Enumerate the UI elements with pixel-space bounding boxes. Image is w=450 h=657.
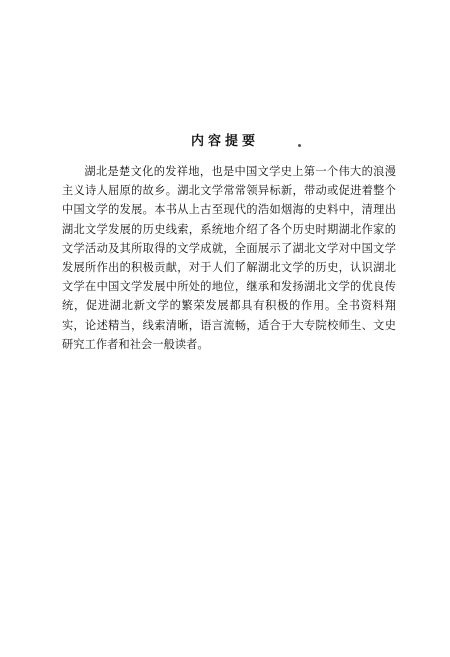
summary-paragraph: 湖北是楚文化的发祥地，也是中国文学史上第一个伟大的浪漫主义诗人屈原的故乡。湖北文学常常领异标新，带动或促进着整个中国文学的发展。本书从上古至现代的浩如烟海的史料中，清理出湖北文学发展的历史线索，系统地介绍了各个历史时期湖北作家的文学活动及其所取得的文学成就，全面展示了湖北文学对中国文学发展所作出的积极贡献，对于人们了解湖北文学的历史，认识湖北文学在中国文学发展中所处的地位，继承和发扬湖北文学的优良传统，促进湖北新文学的繁荣发展都具有积极的作用。全书资料翔实，论述精当，线索清晰，语言流畅，适合于大专院校师生、文史研究工作者和社会一般读者。 — [62, 165, 396, 351]
print-speck — [298, 144, 301, 147]
page-heading: 内容提要 — [190, 134, 259, 149]
